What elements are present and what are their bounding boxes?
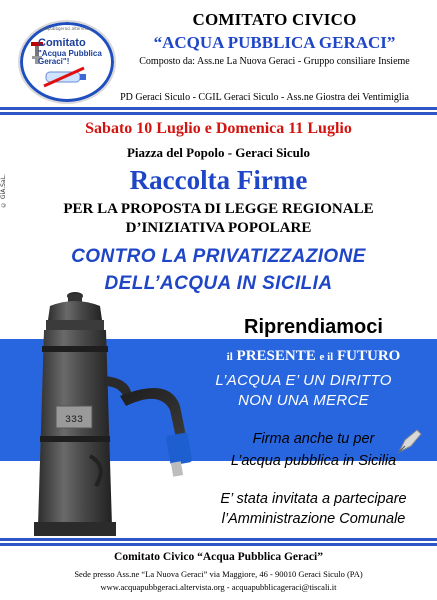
- proposal-line1: PER LA PROPOSTA DI LEGGE REGIONALE: [63, 201, 374, 217]
- band-present-future: [190, 348, 437, 365]
- band-word-presente: PRESENTE: [236, 348, 316, 364]
- header-divider-2: [0, 112, 437, 115]
- proposal-line2: D’INIZIATIVA POPOLARE: [125, 220, 312, 236]
- invitation-line2: l’Amministrazione Comunale: [221, 511, 406, 527]
- event-title: Raccolta Firme: [129, 165, 308, 195]
- photo-credit: © GiA.SaL.: [0, 174, 7, 208]
- sign-call-line1: Firma anche tu per: [252, 431, 375, 447]
- logo-text: [38, 38, 108, 66]
- band-merchandise-line: NON UNA MERCE: [238, 392, 369, 409]
- event-place: Piazza del Popolo - Geraci Siculo: [126, 145, 311, 160]
- fountain-pen-icon: [395, 426, 425, 456]
- band-right-line: L’ACQUA E’ UN DIRITTO: [215, 372, 392, 389]
- sign-call-line2: L’acqua pubblica in Sicilia: [230, 453, 397, 469]
- slogan-line1: CONTRO LA PRIVATIZZAZIONE: [71, 246, 366, 267]
- footer-divider: [0, 538, 437, 541]
- committee-title: COMITATO CIVICO: [192, 10, 357, 29]
- invitation-line1: E’ stata invitata a partecipare: [220, 491, 407, 507]
- event-date: Sabato 10 Luglio e Domenica 11 Luglio: [85, 120, 352, 137]
- band-word-e-il: e il: [319, 351, 334, 363]
- committee-name: “ACQUA PUBBLICA GERACI”: [153, 33, 396, 52]
- band-word-futuro: FUTURO: [336, 348, 401, 364]
- logo-line1: Comitato: [38, 37, 86, 49]
- committee-members: PD Geraci Siculo - CGIL Geraci Siculo - Ass.ne Giostra dei Ventimiglia: [120, 92, 409, 103]
- footer-committee-name: Comitato Civico “Acqua Pubblica Geraci”: [114, 551, 323, 563]
- pump-counter-text: 333: [64, 415, 84, 426]
- water-pump-illustration: [20, 286, 200, 538]
- footer-address: Sede presso Ass.ne “La Nuova Geraci” via Maggiore, 46 - 90010 Geraci Siculo (PA): [74, 569, 363, 579]
- header-divider: [0, 107, 437, 110]
- footer-divider-2: [0, 543, 437, 546]
- band-headline: Riprendiamoci: [244, 316, 383, 338]
- logo-line3: Geraci"!: [38, 56, 70, 66]
- committee-composition: Composto da: Ass.ne La Nuova Geraci - Gruppo consiliare Insieme: [139, 56, 410, 67]
- slogan-line2: DELL’ACQUA IN SICILIA: [104, 273, 333, 294]
- logo-url-text: acquapubbgeraci.altervista.org: [35, 26, 99, 31]
- logo-line2: "Acqua Pubblica: [38, 48, 102, 58]
- footer-contacts: www.acquapubbgeraci.altervista.org - acquapubblicageraci@tiscali.it: [100, 582, 337, 592]
- crossed-bottle-icon: [40, 66, 88, 88]
- band-word-il: il: [226, 351, 233, 363]
